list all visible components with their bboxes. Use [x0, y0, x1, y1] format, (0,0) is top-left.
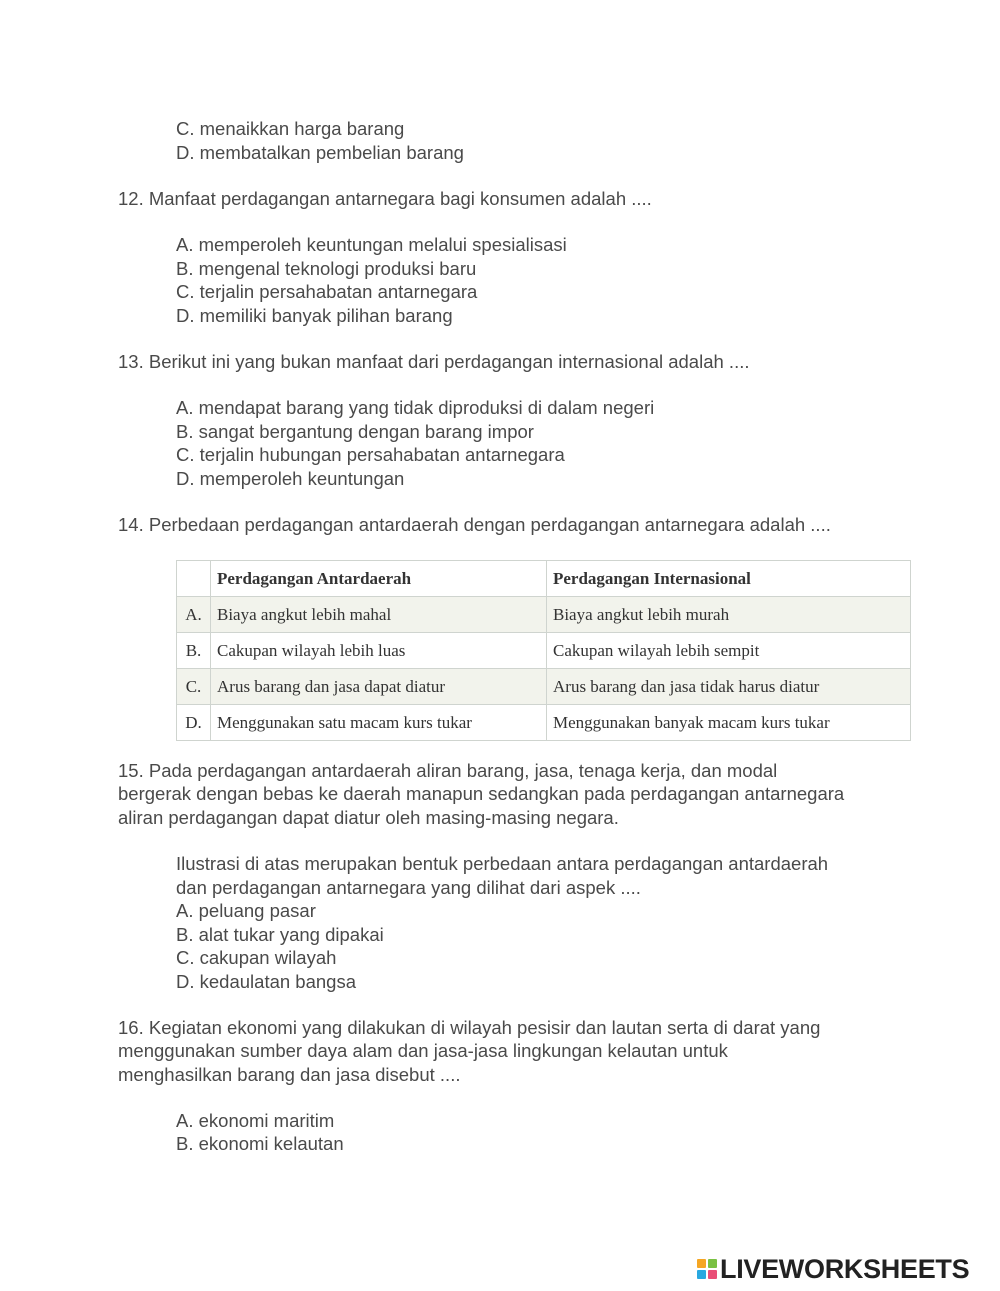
- logo-text: LIVEWORKSHEETS: [720, 1253, 970, 1284]
- table-header-cell: [177, 561, 211, 597]
- table-header-cell: Perdagangan Internasional: [547, 561, 911, 597]
- q15-option-c: C. cakupan wilayah: [176, 947, 337, 968]
- q11-option-d: D. membatalkan pembelian barang: [176, 142, 464, 163]
- liveworksheets-logo: [697, 1255, 969, 1283]
- table-header-row: [177, 561, 911, 597]
- q11-option-c: C. menaikkan harga barang: [176, 118, 405, 139]
- q15-option-a: A. peluang pasar: [176, 900, 316, 921]
- table-header-cell: Perdagangan Antardaerah: [211, 561, 547, 597]
- table-cell: Menggunakan banyak macam kurs tukar: [547, 705, 911, 741]
- logo-grid-icon: [697, 1259, 717, 1279]
- q12-option-b: B. mengenal teknologi produksi baru: [176, 258, 477, 279]
- table-cell: Biaya angkut lebih murah: [547, 597, 911, 633]
- table-cell: Menggunakan satu macam kurs tukar: [211, 705, 547, 741]
- q14-question: 14. Perbedaan perdagangan antardaerah dengan perdagangan antarnegara adalah ....: [118, 514, 831, 535]
- logo-square: [697, 1270, 706, 1279]
- table-cell: Arus barang dan jasa dapat diatur: [211, 669, 547, 705]
- logo-square: [708, 1270, 717, 1279]
- q15-illustration-line-1: Ilustrasi di atas merupakan bentuk perbedaan antara perdagangan antardaerah: [176, 853, 829, 874]
- q12-question: 12. Manfaat perdagangan antarnegara bagi konsumen adalah ....: [118, 188, 652, 209]
- q16-option-b: B. ekonomi kelautan: [176, 1133, 344, 1154]
- q15-question-line-1: 15. Pada perdagangan antardaerah aliran barang, jasa, tenaga kerja, dan modal: [118, 760, 778, 781]
- q15-question-line-2: bergerak dengan bebas ke daerah manapun sedangkan pada perdagangan antarnegara: [118, 783, 845, 804]
- q16-question-line-2: menggunakan sumber daya alam dan jasa-jasa lingkungan kelautan untuk: [118, 1040, 728, 1061]
- q15-question-line-3: aliran perdagangan dapat diatur oleh masing-masing negara.: [118, 807, 619, 828]
- q15-option-d: D. kedaulatan bangsa: [176, 971, 356, 992]
- q13-option-d: D. memperoleh keuntungan: [176, 468, 405, 489]
- logo-square: [708, 1259, 717, 1268]
- table-cell: Cakupan wilayah lebih sempit: [547, 633, 911, 669]
- q12-option-d: D. memiliki banyak pilihan barang: [176, 305, 453, 326]
- table-row: [177, 633, 911, 669]
- table-cell: C.: [177, 669, 211, 705]
- table-cell: Biaya angkut lebih mahal: [211, 597, 547, 633]
- q12-option-a: A. memperoleh keuntungan melalui spesialisasi: [176, 234, 567, 255]
- table-row: [177, 705, 911, 741]
- q15-option-b: B. alat tukar yang dipakai: [176, 924, 384, 945]
- table-cell: B.: [177, 633, 211, 669]
- q13-question: 13. Berikut ini yang bukan manfaat dari perdagangan internasional adalah ....: [118, 351, 750, 372]
- table-cell: A.: [177, 597, 211, 633]
- table-cell: Cakupan wilayah lebih luas: [211, 633, 547, 669]
- logo-square: [697, 1259, 706, 1268]
- q12-option-c: C. terjalin persahabatan antarnegara: [176, 281, 478, 302]
- q15-illustration-line-2: dan perdagangan antarnegara yang dilihat dari aspek ....: [176, 877, 641, 898]
- table-cell: Arus barang dan jasa tidak harus diatur: [547, 669, 911, 705]
- q16-question-line-1: 16. Kegiatan ekonomi yang dilakukan di wilayah pesisir dan lautan serta di darat yang: [118, 1017, 821, 1038]
- q16-question-line-3: menghasilkan barang dan jasa disebut ....: [118, 1064, 461, 1085]
- q13-option-b: B. sangat bergantung dengan barang impor: [176, 421, 534, 442]
- table-row: [177, 597, 911, 633]
- q13-option-a: A. mendapat barang yang tidak diproduksi di dalam negeri: [176, 397, 655, 418]
- comparison-table: [176, 560, 911, 741]
- q13-option-c: C. terjalin hubungan persahabatan antarnegara: [176, 444, 565, 465]
- table-row: [177, 669, 911, 705]
- q16-option-a: A. ekonomi maritim: [176, 1110, 335, 1131]
- table-cell: D.: [177, 705, 211, 741]
